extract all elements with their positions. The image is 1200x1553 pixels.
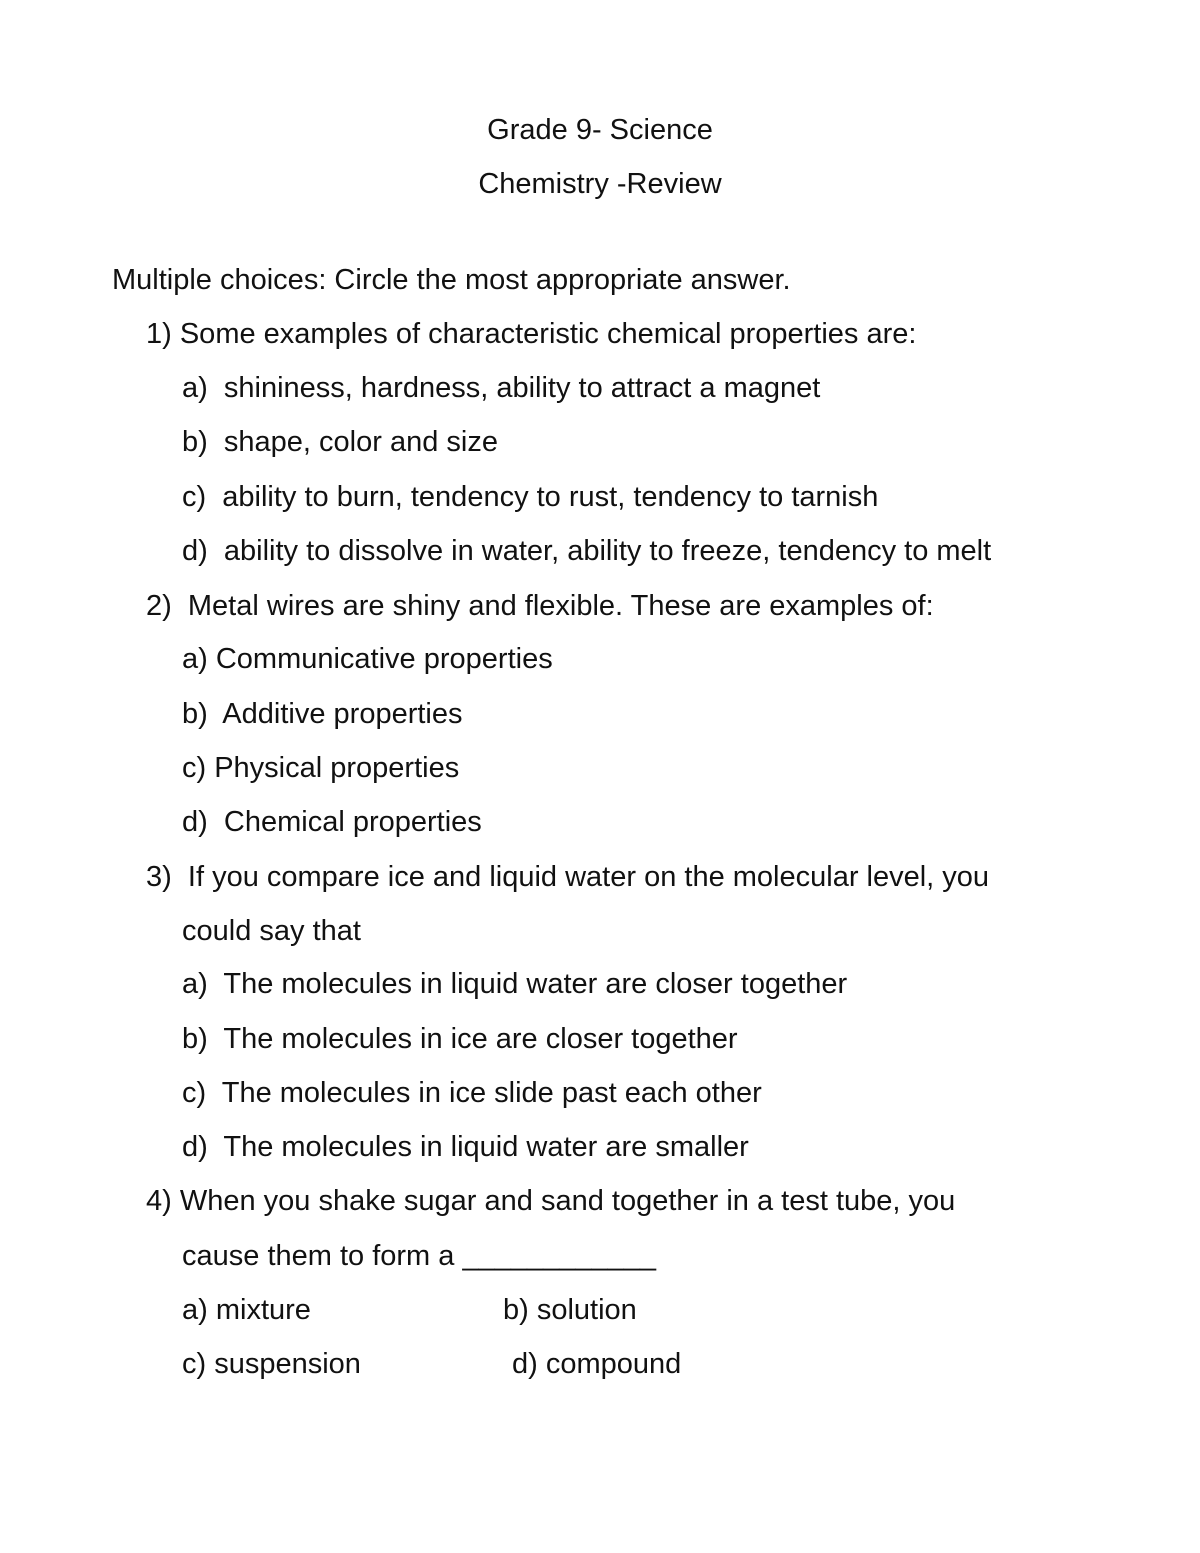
question-1-option-c: c) ability to burn, tendency to rust, tendency to tarnish <box>182 481 879 513</box>
question-3-prompt-continuation: could say that <box>182 915 361 947</box>
question-1-option-d: d) ability to dissolve in water, ability to freeze, tendency to melt <box>182 535 992 567</box>
question-3-option-b: b) The molecules in ice are closer together <box>182 1023 738 1055</box>
question-4-option-c: c) suspension <box>182 1348 361 1380</box>
question-3-option-a: a) The molecules in liquid water are closer together <box>182 968 848 1000</box>
question-4-prompt-continuation: cause them to form a ____________ <box>182 1240 656 1272</box>
question-3-option-c: c) The molecules in ice slide past each other <box>182 1077 762 1109</box>
question-2-option-d: d) Chemical properties <box>182 806 482 838</box>
question-3-prompt: 3) If you compare ice and liquid water on the molecular level, you <box>146 861 990 893</box>
question-3-option-d: d) The molecules in liquid water are smaller <box>182 1131 749 1163</box>
question-2-option-b: b) Additive properties <box>182 698 463 730</box>
question-4-option-d: d) compound <box>512 1348 682 1380</box>
page-subtitle: Chemistry -Review <box>478 168 722 200</box>
question-2-prompt: 2) Metal wires are shiny and flexible. These are examples of: <box>146 590 934 622</box>
question-4-option-b: b) solution <box>503 1294 637 1326</box>
instructions: Multiple choices: Circle the most appropriate answer. <box>112 264 791 296</box>
question-1-option-b: b) shape, color and size <box>182 426 498 458</box>
question-1-prompt: 1) Some examples of characteristic chemical properties are: <box>146 318 917 350</box>
question-1-option-a: a) shininess, hardness, ability to attract a magnet <box>182 372 821 404</box>
page-title: Grade 9- Science <box>487 114 713 146</box>
question-4-option-a: a) mixture <box>182 1294 311 1326</box>
question-2-option-c: c) Physical properties <box>182 752 460 784</box>
question-2-option-a: a) Communicative properties <box>182 643 553 675</box>
question-4-prompt: 4) When you shake sugar and sand together in a test tube, you <box>146 1185 956 1217</box>
